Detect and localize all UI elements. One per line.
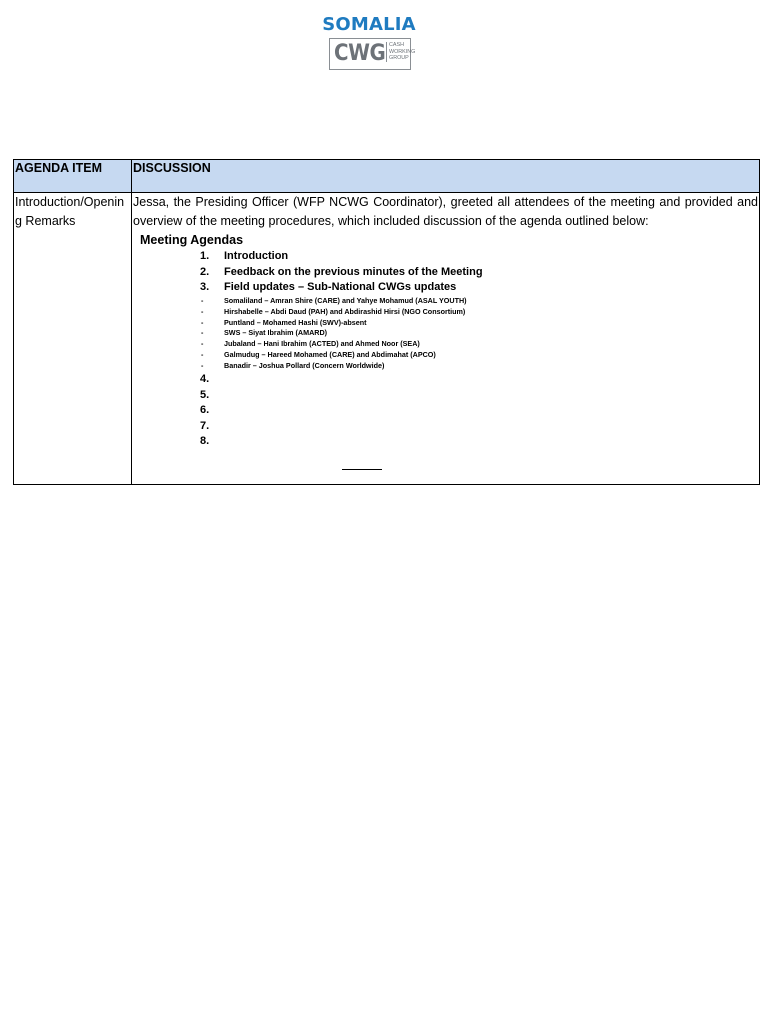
list-text: Introduction xyxy=(224,250,289,262)
list-item xyxy=(133,434,758,450)
blank-underline xyxy=(412,484,449,485)
header-agenda-item: AGENDA ITEM xyxy=(14,160,132,193)
list-number: 7. xyxy=(200,419,210,432)
agenda-list-bottom xyxy=(133,372,758,450)
list-number: 8. xyxy=(200,435,210,448)
list-text: Feedback on the previous minutes of the Meeting xyxy=(224,265,483,278)
list-item xyxy=(133,339,758,350)
list-text: Jubaland – Hani Ibrahim (ACTED) and Ahmed Noor (SEA) xyxy=(224,339,420,349)
list-number: 4. xyxy=(200,373,210,386)
dash-bullet: - xyxy=(201,295,204,305)
list-item xyxy=(133,372,758,388)
agenda-item-cell: Introduction/Opening Remarks xyxy=(14,193,132,485)
list-item xyxy=(133,328,758,339)
logo-subtitle xyxy=(386,42,416,62)
dash-bullet: - xyxy=(201,339,204,349)
list-item xyxy=(133,318,758,329)
list-text: Hirshabelle – Abdi Daud (PAH) and Abdirashid Hirsi (NGO Consortium) xyxy=(224,306,466,316)
list-number: 2. xyxy=(200,265,210,278)
intro-paragraph: Jessa, the Presiding Officer (WFP NCWG Coordinator), greeted all attendees of the meeting and provided and overview of the meeting procedures, which included discussion of the agenda outlined below: xyxy=(133,195,758,228)
dash-bullet: - xyxy=(201,350,204,360)
list-text: Field updates – Sub-National CWGs updates xyxy=(224,281,457,294)
list-number: 3. xyxy=(200,281,210,294)
list-item xyxy=(133,249,758,265)
dash-bullet: - xyxy=(201,328,204,338)
list-number: 6. xyxy=(200,404,210,417)
list-number: 5. xyxy=(200,388,210,401)
discussion-cell xyxy=(132,193,760,485)
list-item xyxy=(133,280,758,296)
header-discussion: DISCUSSION xyxy=(132,160,760,193)
list-item xyxy=(133,403,758,419)
list-item xyxy=(133,307,758,318)
table-header-row xyxy=(14,160,760,193)
meeting-agendas-heading: Meeting Agendas xyxy=(140,233,244,247)
agenda-list-top xyxy=(133,249,758,296)
dash-bullet: - xyxy=(201,306,204,316)
logo-mark-box xyxy=(329,38,416,70)
list-number: 1. xyxy=(200,250,210,262)
list-text: Banadir – Joshua Pollard (Concern Worldwide) xyxy=(224,361,385,371)
somalia-cwg-logo xyxy=(316,14,422,72)
dash-bullet: - xyxy=(201,317,204,327)
list-item xyxy=(133,361,758,372)
list-item xyxy=(133,419,758,435)
logo-cwg-text: CWG xyxy=(334,41,386,66)
logo-sub-line: CASH xyxy=(389,42,404,48)
list-text: Somaliland – Amran Shire (CARE) and Yahye Mohamud (ASAL YOUTH) xyxy=(224,295,467,305)
logo-country-text: SOMALIA xyxy=(322,14,416,35)
dash-bullet: - xyxy=(201,361,204,371)
agenda-table xyxy=(13,159,760,485)
list-item xyxy=(133,296,758,307)
list-text: Puntland – Mohamed Hashi (SWV)-absent xyxy=(224,317,367,327)
list-item xyxy=(133,388,758,404)
list-item xyxy=(133,265,758,281)
list-item xyxy=(133,350,758,361)
logo-sub-line: WORKING xyxy=(389,48,416,55)
list-text: SWS – Siyat Ibrahim (AMARD) xyxy=(224,328,328,338)
table-row xyxy=(14,193,760,485)
sub-national-updates-list xyxy=(133,296,758,372)
list-text: Galmudug – Hareed Mohamed (CARE) and Abdimahat (APCO) xyxy=(224,350,436,360)
logo-sub-line: GROUP xyxy=(389,55,409,62)
blank-underline xyxy=(342,469,382,470)
